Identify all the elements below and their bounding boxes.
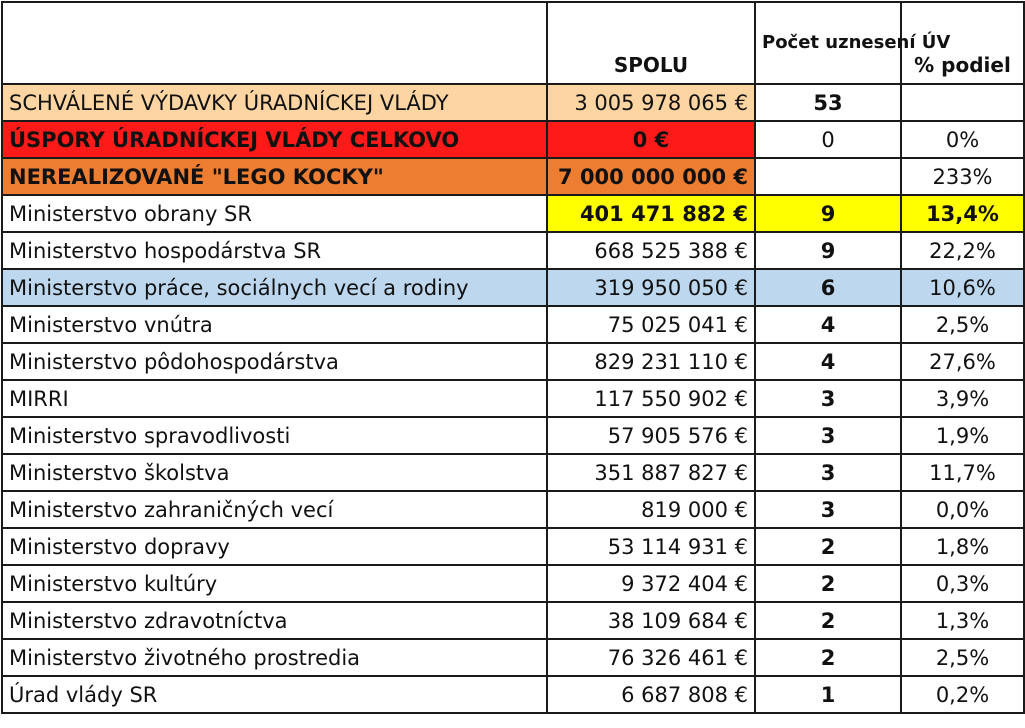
ministry-amount: 668 525 388 € (547, 232, 755, 269)
ministry-name: Ministerstvo školstva (2, 454, 547, 491)
ministry-amount: 38 109 684 € (547, 602, 755, 639)
ministry-share: 2,5% (901, 306, 1024, 343)
header-podiel: % podiel (901, 2, 1024, 84)
ministry-name: Ministerstvo obrany SR (2, 195, 547, 232)
table-row (2, 602, 1024, 639)
ministry-amount: 319 950 050 € (547, 269, 755, 306)
ministry-name: Ministerstvo kultúry (2, 565, 547, 602)
ministry-name: Ministerstvo spravodlivosti (2, 417, 547, 454)
summary-row-savings (2, 121, 1024, 158)
approved-amount: 3 005 978 065 € (547, 84, 755, 121)
ministry-count: 1 (755, 676, 901, 713)
ministry-count: 2 (755, 639, 901, 676)
ministry-share: 0,0% (901, 491, 1024, 528)
table-row (2, 491, 1024, 528)
ministry-amount: 829 231 110 € (547, 343, 755, 380)
summary-row-lego (2, 158, 1024, 195)
ministry-amount: 53 114 931 € (547, 528, 755, 565)
table-row (2, 269, 1024, 306)
ministry-share: 10,6% (901, 269, 1024, 306)
ministry-count: 3 (755, 491, 901, 528)
ministry-amount: 819 000 € (547, 491, 755, 528)
ministry-name: Ministerstvo vnútra (2, 306, 547, 343)
ministry-count: 9 (755, 232, 901, 269)
ministry-count: 3 (755, 417, 901, 454)
ministry-share: 3,9% (901, 380, 1024, 417)
ministry-name: Úrad vlády SR (2, 676, 547, 713)
ministry-amount: 6 687 808 € (547, 676, 755, 713)
table-row (2, 306, 1024, 343)
table-row (2, 454, 1024, 491)
table-row (2, 565, 1024, 602)
ministry-name: Ministerstvo zdravotníctva (2, 602, 547, 639)
ministry-share: 1,8% (901, 528, 1024, 565)
lego-count (755, 158, 901, 195)
ministry-share: 1,9% (901, 417, 1024, 454)
ministry-share: 0,3% (901, 565, 1024, 602)
ministry-name: Ministerstvo životného prostredia (2, 639, 547, 676)
savings-label: ÚSPORY ÚRADNÍCKEJ VLÁDY CELKOVO (2, 121, 547, 158)
ministry-share: 22,2% (901, 232, 1024, 269)
lego-label: NEREALIZOVANÉ "LEGO KOCKY" (2, 158, 547, 195)
header-spolu: SPOLU (547, 2, 755, 84)
ministry-amount: 117 550 902 € (547, 380, 755, 417)
ministry-count: 9 (755, 195, 901, 232)
ministry-name: Ministerstvo práce, sociálnych vecí a rodiny (2, 269, 547, 306)
header-row (2, 2, 1024, 84)
table-row (2, 676, 1024, 713)
lego-share: 233% (901, 158, 1024, 195)
ministry-count: 3 (755, 454, 901, 491)
ministry-count: 3 (755, 380, 901, 417)
ministry-amount: 9 372 404 € (547, 565, 755, 602)
savings-share: 0% (901, 121, 1024, 158)
ministry-name: Ministerstvo pôdohospodárstva (2, 343, 547, 380)
ministry-name: MIRRI (2, 380, 547, 417)
ministry-count: 2 (755, 565, 901, 602)
approved-share (901, 84, 1024, 121)
ministry-share: 13,4% (901, 195, 1024, 232)
table-row (2, 343, 1024, 380)
ministry-name: Ministerstvo dopravy (2, 528, 547, 565)
ministry-amount: 76 326 461 € (547, 639, 755, 676)
table-row (2, 639, 1024, 676)
ministry-count: 6 (755, 269, 901, 306)
header-empty-cell (2, 2, 547, 84)
approved-label: SCHVÁLENÉ VÝDAVKY ÚRADNÍCKEJ VLÁDY (2, 84, 547, 121)
ministry-name: Ministerstvo zahraničných vecí (2, 491, 547, 528)
savings-amount: 0 € (547, 121, 755, 158)
table-row (2, 380, 1024, 417)
ministry-amount: 401 471 882 € (547, 195, 755, 232)
ministry-share: 2,5% (901, 639, 1024, 676)
table-row (2, 232, 1024, 269)
ministry-share: 0,2% (901, 676, 1024, 713)
ministry-amount: 75 025 041 € (547, 306, 755, 343)
ministry-share: 11,7% (901, 454, 1024, 491)
header-pocet: Počet uznesení ÚV (755, 2, 901, 84)
ministry-amount: 351 887 827 € (547, 454, 755, 491)
ministry-count: 4 (755, 306, 901, 343)
table-row (2, 528, 1024, 565)
ministry-name: Ministerstvo hospodárstva SR (2, 232, 547, 269)
table-row (2, 417, 1024, 454)
ministry-count: 2 (755, 602, 901, 639)
summary-row-approved (2, 84, 1024, 121)
ministry-count: 4 (755, 343, 901, 380)
ministry-amount: 57 905 576 € (547, 417, 755, 454)
ministry-share: 1,3% (901, 602, 1024, 639)
ministry-share: 27,6% (901, 343, 1024, 380)
ministry-count: 2 (755, 528, 901, 565)
table-row (2, 195, 1024, 232)
spending-table (1, 1, 1025, 714)
savings-count: 0 (755, 121, 901, 158)
lego-amount: 7 000 000 000 € (547, 158, 755, 195)
approved-count: 53 (755, 84, 901, 121)
